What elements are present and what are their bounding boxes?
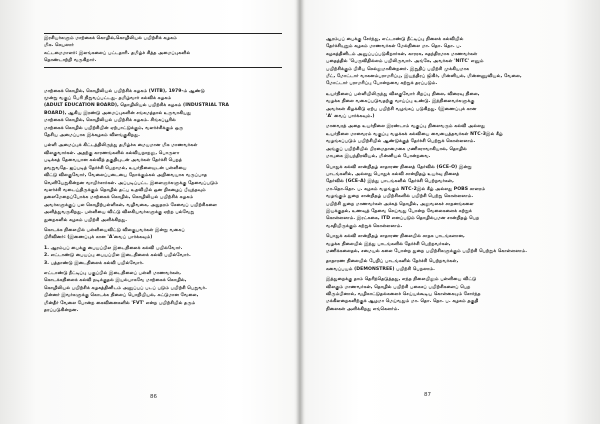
text-line: வழக்க நிலையில் இந்து பாடங்களில் தேர்ச்சி பெற்றவர்கள், [326,241,451,247]
text-line: எட்டாண்டு நீட்டிப்பு பகுப்பில் இடைநிலைப் பள்ளி மாணவர்கள், [44,270,182,276]
text-line: மாற்கைக் கொழில், கொழிலியல் பயிற்சிக் கழகம். சிங்கப்பூரில் [44,118,176,124]
text-line: மாற்கைக் கொழில் பயிற்சியின் ஏற்பாட்டுக்கும், வளர்ச்சிக்கும் ஒரு [44,125,184,131]
text-line: அளித்துவருகிறது. பள்ளியை விட்டு விலகியவர்களுக்கு ஏற்ற பல்வேறு [44,210,195,216]
text-line: மோட்டார் பராமரிப்பு போன்றவை கற்றுக் தரப்படும். [326,81,438,87]
text-line: தேசிய அமைப்பாக இக்கழகம் விளங்குகிறது. [44,133,140,139]
text-line: தேர்வில் (GCE-A) இந்து பாடங்களில் தேர்ச்சி பெற்றவர்கள், [326,179,454,185]
text-line: பொதுக் கல்வி சான்றிதழ் சாதாரண நிலைத் தேர்வில் (GCE-O) இன்று [326,164,472,170]
numbered-list [44,245,282,267]
text-line: கொழிலியல் பயிற்சிக் கழகத்தினிடம் அனுப்பப் படப் படும் பயிற்சி பெறுவர். [44,285,207,291]
text-line: கொடக்க நிலையில் பள்ளியைவிட்டு விலகுபவர்கள் இன்று வகைப் [44,227,185,233]
text-line: மா.தொ.தொ. ப. கழகம் வழங்கும் NTC-2இல் கீழ் அல்லது POBS சாளரம் [326,186,486,192]
text-line: மாற்கைக் கொழில், கொழிலியல் பயிற்சிக் கழகம் (VITB), 1979-ம் ஆண்டு [44,88,205,94]
text-line: மாபுகை இயந்திரவியல், மின்னியல் போன்றவை. [326,154,431,160]
author-box-line: இரசியர்களும் மாற்கைக் கொழில்,கொழிலியல் பயிற்சிக் கழகம் [44,36,177,41]
paragraph [326,91,566,121]
paragraph [326,164,566,231]
text-line: உயர்நிலை மாவைரம் வகுப்பு வழக்கக் கல்வியை வையைத்தவர்கள் NTC-3இல் கீழ் [326,131,503,137]
text-line: வளர்ச்சி வடைய்திருக்கும் தொழில் தட்ப உதவியில் ஒன றிகழைப் பீயுந்தவும் [44,187,206,193]
text-line: தரப்படுகின்றன. [44,308,79,313]
text-line: உயர்நிலைப் பள்ளியிலிருந்து விலகுவோர் சிறப்பு நிலை, விரைவு நிலை, [326,91,480,97]
paragraph [44,227,282,242]
text-line: விலகுவார்கள். அதற்கு காரணங்களில் கல்வியறாறலு, பொருளா [44,150,180,156]
page-number: 86 [150,394,157,400]
list-item: 3. பத்தாண்டு இடைநிலைக் கல்வி பயில்வோர். [44,260,144,266]
text-line: பள்ளி அமைப்புக் கிட்டத்திலிருந்து தமிழ்ச்சு மையமான மிக மாணவர்கள் [44,143,198,149]
author-box-line: தொண்டாற்றி வருகிறார். [44,58,97,64]
text-line: கொள்ளலாம். இரட்சுகை, ITD எனப்படும் தொழில்பமன சான்றிதழ் பெற [326,216,480,222]
text-line: அவர்களுக்குப் பல கொழிற்பள்ளிகள், வழிவகை, அதுதரம் சேவைப் பயிற்சிகளை [44,202,217,208]
text-line: இயக்குதல், உணவுத் தேவை செய்வது போன்ற வேலைகளைக் கற்றுக் [326,208,472,214]
paragraph [44,270,282,314]
list-item: 1. ஆரம்பப் பைக்கு பையப்பில இடைநிலைக் கல்வி பயில்வோர். [44,245,183,251]
text-line: கழகத்தினிடம் அனுப்பப்படுகிறார்கள், காரரக, சுதந்திரமாக மாணவர்கள் [326,51,478,57]
text-line: பயிற்சிக்கும் பிசிய செல்லுமாகின்றனர். இறுதிப் பயிற்சி முக்கியமாக [326,66,470,72]
text-line: நிலைகள் அளிக்கிறது எங்கெளர்ம். [326,306,400,312]
text-line: கொடக்கநிலைக் கல்வி நடிக்குதல் இயல்பாகவே மாற்கைக் கொழில், [44,278,187,284]
text-line: துறைகளில் கழகம் பயிற்சி அளிக்கிறது. [44,217,128,223]
text-line: வழங்கும் துறை சான்றிதழ் பயிற்சிகளில் பயிற்சி பெற்று கொள்ளலாம். [326,194,474,200]
author-box [44,33,282,68]
text-line: BOARD), ஆகிய இரண்டு அமைப்புகளின் சங்கமத்தால் உருவாகியது [44,110,192,116]
text-line: பின்னர் இவர்களுக்கு கொடக்க நிலைப் பொறியியல், சுட்டுமான வேலை, [44,293,199,299]
text-line: வெளியேறுகின்றன வாயிர்சார்கள். அப்படிப்பட்ட இளைஞர்களுக்கு தேவைப்படும் [44,180,219,186]
paragraph [326,36,566,88]
text-line: வசதியிருக்கும் கற்றுக் கொள்ளலாம். [326,223,403,229]
text-line: விலகும் மாணவர்கள், தொழில் பயிற்சி பகைசப் பயிற்சிகளைப் பெற [326,284,471,290]
paragraph [326,233,566,255]
text-line: பதைத்தில் 'பெருவிதில்லம் பயிலிருவார். அங்கே, அவர்கள் 'NITC' எனும் [326,59,484,65]
text-line: தவறுவதே. ஐப்படித் தேர்ச்சி பெறாமல், உயர்நிலையுடன் பள்ளியை [44,165,187,171]
text-line: இத்துறைக்கு தாம் தெரிந்தெடுத்தது, எந்த நிலையிலும் பள்ளியை விட்டு [326,277,477,283]
text-line: பாடங்களில், அல்லது பொதுக் கல்வி சான்றிதழ் உயர்வு நிலைத் [326,171,460,177]
right-page [302,0,600,424]
text-line: மாவைரத் அதை உயர்நிலை இரண்டாம் வகுப்பு நிலைவரும் கல்வி அல்லது [326,124,486,130]
text-line: (ADULT EDUCATION BOARD), தொழிலியல் பயிற்சிக் கழகம் (INDUSTRIAL TRA [44,103,229,109]
text-line: அங்குப் பயிற்சியில் பிரமைதாமைகை மணிசராவாகியால், தொழில் [326,146,467,152]
text-line: அவர்கள் கிழக்கிடு ஏற்ப பயிற்சி வழங்கப் படுகிறது. (இணைப்புக் கான [326,106,477,112]
paragraph [326,276,566,313]
page-number: 87 [424,392,431,398]
text-line: மீட், மோட்டார் வாகனம்பராமரிப்பு, இயந்திரப் ஜிகிர், மின்னியல், மின்னணுவியல், வேலை, [326,74,522,80]
text-line: விட்டு விலகுவோர், வேலைப்படையை நோக்கும்கல் அறிவையாக வருப்பாத [44,173,208,179]
paragraph [326,123,566,160]
text-line: பிரிவினர்: (இணைப்புக் கான 'A'வைப் பார்க்கவும்) [44,235,153,241]
text-line: பயிற்சி துறை மாணவர்கள் அச்சுத் தொழில், அலுவலகச் சாதனங்களை [326,201,474,207]
list-item: 2. எட்டாண்டு பையப்பு பையப்பில இடைநிலைக் கல்வி பயில்வோர். [44,253,191,259]
author-box-line: மிக. செயலார் [44,43,74,49]
text-line: மின்தீர் வேலை போன்ற கைவினைகளில் 'FVT' என்ற பயிற்சியில் தரும் [44,300,196,306]
text-line: ஆரம்பப் பைக்கு சேர்ந்து, எட்டாண்டு நீட்டிப்பு நிலைக் கல்வியில் [326,37,464,42]
text-line: சுவைப்பயம் (DEMONSTREE) பயிற்சி பெறலாம். [326,266,435,272]
left-text-block [44,33,282,314]
text-line: வழங்கப்படும் பயிற்சியில் ஆண்டுக்குத் தேர்ச்சி பெற்றுக் கொள்ளலாம். [326,139,476,145]
text-line: தாதாரண நிலையில் பேறிப் பாடங்களில் தேர்ச்சி பெற்றவர்கள், [326,259,459,265]
left-page [0,0,298,424]
paragraph [44,88,282,140]
paragraph [44,142,282,223]
text-line: மணிக்கலைதல், சமையல் கலை போன்ற துறை பயிற்சிகளுக்கும் பயிற்சி பெற்றுக் கொள்ளலாம். [326,248,527,254]
text-line: விரும்பினால், வழிகாட்டுதல்களைச் செய்யக்கூடிய கொள்கையும் சோர்ந்த [326,292,481,297]
text-line: பொதுக் கல்வி சான்றிதழ் சாதாரண நிலையில் சாதக பாடங்களான, [326,234,465,240]
paragraph [326,258,566,273]
right-text-block [326,36,566,313]
text-line: படிக்கத் தேவையான கல்வித் தகுதியுடன் அவர்கள் தேர்ச்சி பெறத் [44,158,182,164]
text-line: மூன்று வகுப் பேரி நிறுவப்பட்டது. தமிழ்வார் கல்விக் கழகம் [44,96,172,102]
text-line: தலைமேறைப்போக்க மாற்கைக் கொழில், கொழிலியல் பயிற்சிக் கழகம் [44,195,194,201]
text-line: தேர்ச்சியுறும் கழகம் மாணவர்கள் மேல்நிலை மா. தொ. தொ. ப. [326,44,462,50]
text-line: வழக்க நிலை வகைப்படுவதற்கு வாய்ப்பு உண்டு. இந்நிலைவர்களுக்கு [326,99,475,105]
author-box-line: சுட்டமைமாளர்: இளங்கலைப் பட்டதாரி. தமிழ்ச் சித்த அமைப்புகளில் [44,50,191,56]
text-line: மக்கிளறைகளிற்குக் ஆழமா மெய்வதும் மா. தொ. தொ. ப. கழகம் தகுதி [326,299,479,305]
text-line: 'A' வைப் பார்க்கவும்.) [326,114,375,120]
